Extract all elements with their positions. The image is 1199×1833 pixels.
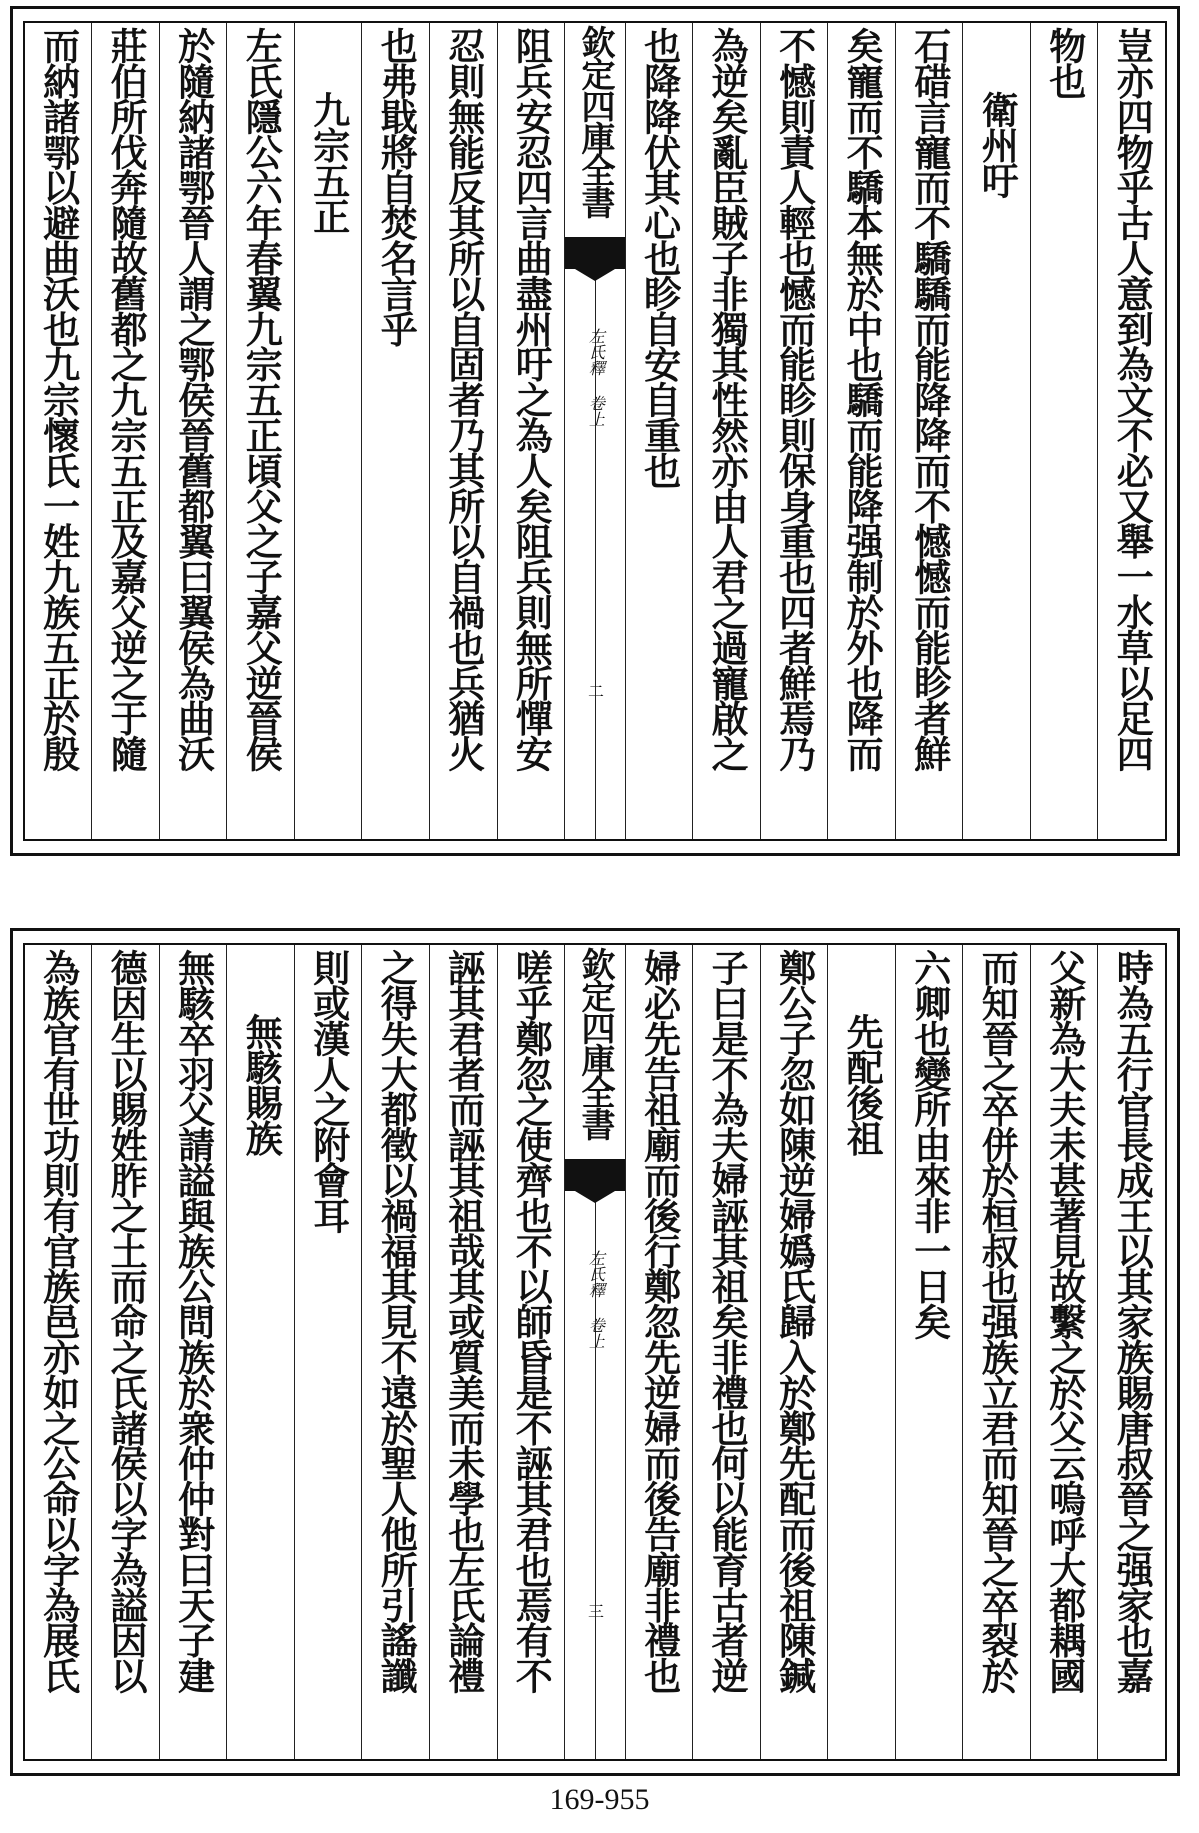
text-column (625, 945, 693, 1759)
column-text: 父新為大夫未甚著見故繫之於父云嗚呼大都耦國 (1042, 949, 1087, 1693)
column-text: 而納諸鄂以避曲沃也九宗懷氏一姓九族五正於殷 (36, 27, 81, 771)
column-text: 德因生以賜姓胙之土而命之氏諸侯以字為謚因以 (104, 949, 149, 1693)
column-text: 為逆矣亂臣賊子非獨其性然亦由人君之過寵啟之 (705, 27, 750, 771)
column-text: 無駭卒羽父請謚與族公問族於衆仲仲對曰天子建 (171, 949, 216, 1693)
column-text: 也降降伏其心也眕自安自重也 (637, 27, 682, 488)
fishtail-mark (565, 1159, 625, 1191)
column-text: 婦必先告祖廟而後行鄭忽先逆婦而後告廟非禮也 (637, 949, 682, 1693)
section-heading: 無駭賜族 (239, 1013, 284, 1155)
section-heading: 衛州吁 (975, 91, 1020, 198)
leaf-number: 二 (585, 683, 605, 699)
column-text: 忍則無能反其所以自固者乃其所以自禍也兵猶火 (441, 27, 486, 771)
page-number: 169-955 (549, 1783, 650, 1816)
column-text: 時為五行官長成王以其家族賜唐叔晉之强家也嘉 (1110, 949, 1155, 1693)
text-column (91, 23, 159, 839)
column-text: 為族官有世功則有官族邑亦如之公命以字為展氏 (36, 949, 81, 1693)
text-column (159, 945, 227, 1759)
column-text: 左氏隱公六年春翼九宗五正頃父之子嘉父逆晉侯 (239, 27, 284, 771)
center-fold-gutter (564, 23, 625, 839)
text-column (497, 945, 565, 1759)
section-heading: 九宗五正 (306, 91, 351, 233)
leaf-number: 三 (585, 1603, 605, 1619)
text-column (429, 945, 497, 1759)
text-column (692, 945, 760, 1759)
fishtail-mark (565, 237, 625, 269)
text-column (1030, 945, 1098, 1759)
text-column (962, 945, 1030, 1759)
column-text: 則或漢人之附會耳 (306, 949, 351, 1233)
column-text: 豈亦四物乎古人意到為文不必又舉一水草以足四 (1110, 27, 1155, 771)
column-text: 而知晉之卒併於桓叔也强族立君而知晉之卒裂於 (975, 949, 1020, 1693)
column-text: 也弗戢將自焚名言乎 (374, 27, 419, 346)
text-column (625, 23, 693, 839)
column-text: 鄭公子忽如陳逆婦嬀氏歸入於鄭先配而後祖陳鍼 (772, 949, 817, 1693)
section-heading-column (827, 945, 895, 1759)
collection-title: 欽定四庫全書 (574, 25, 615, 217)
column-text: 六卿也變所由來非一日矣 (907, 949, 952, 1339)
column-text: 物也 (1042, 27, 1087, 98)
text-column (91, 945, 159, 1759)
text-column (294, 945, 362, 1759)
column-text: 之得失大都徵以禍福其見不遠於聖人他所引謠讖 (374, 949, 419, 1693)
center-fold-gutter (564, 945, 625, 1759)
text-column (895, 945, 963, 1759)
text-column (497, 23, 565, 839)
bottom-page (10, 928, 1180, 1776)
text-column (1097, 945, 1165, 1759)
text-column (827, 23, 895, 839)
top-page-columns (25, 23, 1165, 839)
text-column (429, 23, 497, 839)
text-column (361, 945, 429, 1759)
column-text: 阻兵安忍四言曲盡州吁之為人矣阻兵則無所憚安 (509, 27, 554, 771)
text-column (1097, 23, 1165, 839)
volume-label: 左氏釋 卷上 (586, 1250, 606, 1349)
column-text: 莊伯所伐奔隨故舊都之九宗五正及嘉父逆之于隨 (104, 27, 149, 771)
column-text: 不憾則責人輕也憾而能眕則保身重也四者鮮焉乃 (772, 27, 817, 771)
text-column (159, 23, 227, 839)
text-column (760, 23, 828, 839)
column-text: 矣寵而不驕本無於中也驕而能降强制於外也降而 (840, 27, 885, 771)
section-heading-column (962, 23, 1030, 839)
section-heading-column (226, 945, 294, 1759)
column-text: 嗟乎鄭忽之使齊也不以師昏是不誣其君也焉有不 (509, 949, 554, 1693)
text-column (692, 23, 760, 839)
collection-title: 欽定四庫全書 (574, 947, 615, 1139)
top-page-frame (23, 21, 1167, 841)
text-column (25, 945, 92, 1759)
bottom-page-frame (23, 943, 1167, 1761)
text-column (1030, 23, 1098, 839)
section-heading-column (294, 23, 362, 839)
column-text: 子曰是不為夫婦誣其祖矣非禮也何以能育古者逆 (705, 949, 750, 1693)
column-text: 誣其君者而誣其祖哉其或質美而未學也左氏論禮 (441, 949, 486, 1693)
bottom-page-columns (25, 945, 1165, 1759)
column-text: 石碏言寵而不驕驕而能降降而不憾憾而能眕者鮮 (907, 27, 952, 771)
section-heading: 先配後祖 (840, 1013, 885, 1155)
volume-label: 左氏釋 卷上 (586, 328, 606, 427)
text-column (226, 23, 294, 839)
text-column (361, 23, 429, 839)
text-column (25, 23, 92, 839)
column-text: 於隨納諸鄂晉人謂之鄂侯晉舊都翼曰翼侯為曲沃 (171, 27, 216, 771)
top-page (10, 6, 1180, 856)
text-column (895, 23, 963, 839)
text-column (760, 945, 828, 1759)
